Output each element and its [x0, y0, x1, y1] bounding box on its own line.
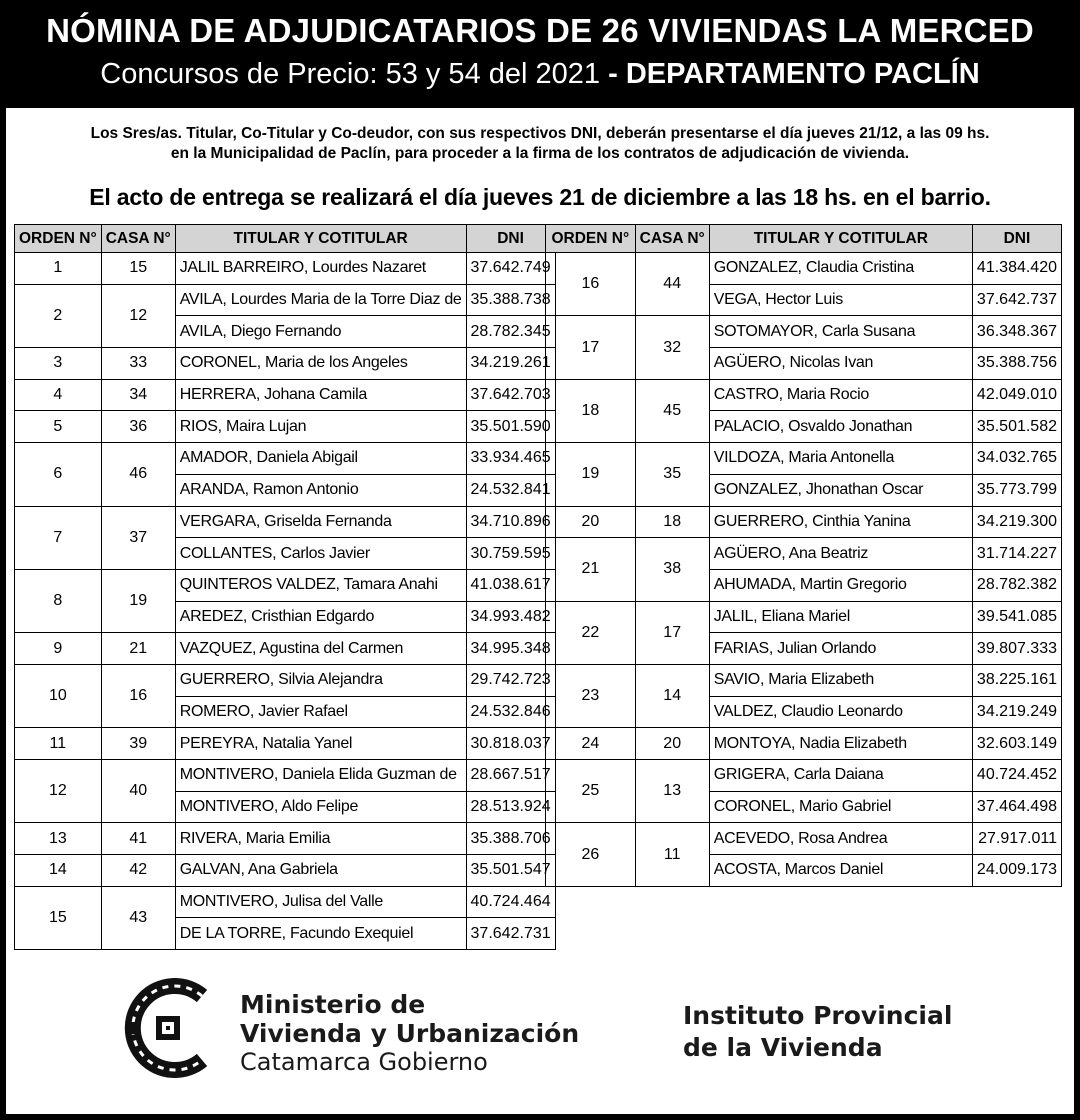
orden-cell: 7 — [15, 506, 102, 569]
dni-cell: 32.603.149 — [972, 728, 1061, 760]
casa-cell: 14 — [635, 664, 709, 727]
notice-line-2: en la Municipalidad de Paclín, para proceder a la firma de los contratos de adjudicación de vivienda. — [170, 145, 910, 162]
dni-cell: 35.501.547 — [466, 855, 555, 887]
titular-name-cell: ACEVEDO, Rosa Andrea — [709, 823, 972, 855]
dni-cell: 28.667.517 — [466, 760, 555, 792]
titular-name-cell: FARIAS, Julian Orlando — [709, 633, 972, 665]
orden-cell: 23 — [546, 664, 636, 727]
dni-cell: 37.642.703 — [466, 379, 555, 411]
table-row — [15, 443, 556, 475]
table-row — [15, 633, 556, 665]
titular-name-cell: CORONEL, Mario Gabriel — [709, 791, 972, 823]
header-banner — [0, 0, 1080, 108]
dni-cell: 35.501.582 — [972, 411, 1061, 443]
titular-name-cell: GUERRERO, Silvia Alejandra — [175, 664, 466, 696]
casa-cell: 12 — [101, 284, 175, 347]
titular-name-cell: GUERRERO, Cinthia Yanina — [709, 506, 972, 538]
titular-name-cell: VILDOZA, Maria Antonella — [709, 443, 972, 475]
titular-name-cell: GALVAN, Ana Gabriela — [175, 855, 466, 887]
col-header-titular: TITULAR Y COTITULAR — [175, 225, 466, 253]
orden-cell: 26 — [546, 823, 636, 886]
dni-cell: 24.532.841 — [466, 474, 555, 506]
table-row — [15, 348, 556, 380]
casa-cell: 19 — [101, 569, 175, 632]
ministry-line-3: Catamarca Gobierno — [240, 1048, 488, 1076]
awardees-table-left — [14, 224, 556, 950]
casa-cell: 40 — [101, 760, 175, 823]
table-row — [15, 823, 556, 855]
dni-cell: 30.818.037 — [466, 728, 555, 760]
titular-name-cell: JALIL BARREIRO, Lourdes Nazaret — [175, 253, 466, 285]
casa-cell: 20 — [635, 728, 709, 760]
casa-cell: 13 — [635, 760, 709, 823]
orden-cell: 12 — [15, 760, 102, 823]
casa-cell: 46 — [101, 443, 175, 506]
subtitle-contests: Concursos de Precio: 53 y 54 del 2021 — [100, 58, 601, 90]
dni-cell: 24.532.846 — [466, 696, 555, 728]
titular-name-cell: COLLANTES, Carlos Javier — [175, 538, 466, 570]
titular-name-cell: JALIL, Eliana Mariel — [709, 601, 972, 633]
dni-cell: 38.225.161 — [972, 664, 1061, 696]
casa-cell: 11 — [635, 823, 709, 886]
orden-cell: 1 — [15, 253, 102, 285]
titular-name-cell: RIVERA, Maria Emilia — [175, 823, 466, 855]
col-header-casa: CASA N° — [101, 225, 175, 253]
table-row — [546, 823, 1062, 855]
titular-name-cell: AGÜERO, Nicolas Ivan — [709, 348, 972, 380]
dni-cell: 39.807.333 — [972, 633, 1061, 665]
dni-cell: 28.782.345 — [466, 316, 555, 348]
casa-cell: 35 — [635, 443, 709, 506]
casa-cell: 17 — [635, 601, 709, 664]
table-row — [15, 886, 556, 918]
col-header-dni: DNI — [972, 225, 1061, 253]
titular-name-cell: QUINTEROS VALDEZ, Tamara Anahi — [175, 569, 466, 601]
titular-name-cell: DE LA TORRE, Facundo Exequiel — [175, 918, 466, 950]
casa-cell: 32 — [635, 316, 709, 379]
dni-cell: 35.388.756 — [972, 348, 1061, 380]
page-subtitle — [0, 58, 1080, 91]
institute-line-2: de la Vivienda — [683, 1033, 883, 1062]
dni-cell: 35.773.799 — [972, 474, 1061, 506]
dni-cell: 36.348.367 — [972, 316, 1061, 348]
ministry-line-1: Ministerio de — [240, 990, 426, 1019]
casa-cell: 36 — [101, 411, 175, 443]
delivery-act-announcement: El acto de entrega se realizará el día jueves 21 de diciembre a las 18 hs. en el barrio. — [89, 184, 991, 210]
notice-line-1: Los Sres/as. Titular, Co-Titular y Co-deudor, con sus respectivos DNI, deberán presentarse el día jueves 21/12, a las 09 hs. — [90, 125, 990, 142]
table-row — [15, 379, 556, 411]
dni-cell: 37.642.737 — [972, 284, 1061, 316]
col-header-orden: ORDEN N° — [546, 225, 636, 253]
dni-cell: 24.009.173 — [972, 855, 1061, 887]
dni-cell: 34.219.300 — [972, 506, 1061, 538]
orden-cell: 8 — [15, 569, 102, 632]
titular-name-cell: AMADOR, Daniela Abigail — [175, 443, 466, 475]
casa-cell: 41 — [101, 823, 175, 855]
titular-name-cell: GONZALEZ, Claudia Cristina — [709, 253, 972, 285]
dni-cell: 41.038.617 — [466, 569, 555, 601]
table-row — [15, 411, 556, 443]
orden-cell: 9 — [15, 633, 102, 665]
dni-cell: 34.710.896 — [466, 506, 555, 538]
titular-name-cell: MONTOYA, Nadia Elizabeth — [709, 728, 972, 760]
casa-cell: 37 — [101, 506, 175, 569]
dni-cell: 41.384.420 — [972, 253, 1061, 285]
titular-name-cell: AGÜERO, Ana Beatriz — [709, 538, 972, 570]
dni-cell: 34.993.482 — [466, 601, 555, 633]
titular-name-cell: ACOSTA, Marcos Daniel — [709, 855, 972, 887]
casa-cell: 38 — [635, 538, 709, 601]
titular-name-cell: VERGARA, Griselda Fernanda — [175, 506, 466, 538]
titular-name-cell: CASTRO, Maria Rocio — [709, 379, 972, 411]
titular-name-cell: AVILA, Diego Fernando — [175, 316, 466, 348]
orden-cell: 18 — [546, 379, 636, 442]
dni-cell: 30.759.595 — [466, 538, 555, 570]
titular-name-cell: SAVIO, Maria Elizabeth — [709, 664, 972, 696]
dni-cell: 39.541.085 — [972, 601, 1061, 633]
orden-cell: 13 — [15, 823, 102, 855]
table-row — [15, 253, 556, 285]
titular-name-cell: RIOS, Maira Lujan — [175, 411, 466, 443]
casa-cell: 18 — [635, 506, 709, 538]
dni-cell: 31.714.227 — [972, 538, 1061, 570]
titular-name-cell: ROMERO, Javier Rafael — [175, 696, 466, 728]
table-row — [546, 728, 1062, 760]
dni-cell: 33.934.465 — [466, 443, 555, 475]
orden-cell: 2 — [15, 284, 102, 347]
casa-cell: 39 — [101, 728, 175, 760]
col-header-casa: CASA N° — [635, 225, 709, 253]
table-row — [15, 760, 556, 792]
table-row — [546, 538, 1062, 570]
dni-cell: 34.032.765 — [972, 443, 1061, 475]
page-title: NÓMINA DE ADJUDICATARIOS DE 26 VIVIENDAS LA MERCED — [46, 12, 1034, 49]
dni-cell: 35.388.738 — [466, 284, 555, 316]
col-header-titular: TITULAR Y COTITULAR — [709, 225, 972, 253]
titular-name-cell: CORONEL, Maria de los Angeles — [175, 348, 466, 380]
table-row — [15, 855, 556, 887]
table-row — [15, 506, 556, 538]
table-row — [546, 253, 1062, 285]
table-row — [546, 443, 1062, 475]
titular-name-cell: MONTIVERO, Daniela Elida Guzman de — [175, 760, 466, 792]
table-row — [546, 760, 1062, 792]
notice-paragraph — [20, 124, 1060, 164]
table-row — [546, 379, 1062, 411]
orden-cell: 5 — [15, 411, 102, 443]
titular-name-cell: MONTIVERO, Aldo Felipe — [175, 791, 466, 823]
titular-name-cell: AVILA, Lourdes Maria de la Torre Diaz de — [175, 284, 466, 316]
titular-name-cell: GRIGERA, Carla Daiana — [709, 760, 972, 792]
dni-cell: 34.219.249 — [972, 696, 1061, 728]
dni-cell: 37.642.749 — [466, 253, 555, 285]
dni-cell: 34.219.261 — [466, 348, 555, 380]
titular-name-cell: AHUMADA, Martin Gregorio — [709, 569, 972, 601]
casa-cell: 44 — [635, 253, 709, 316]
dni-cell: 27.917.011 — [972, 823, 1061, 855]
orden-cell: 21 — [546, 538, 636, 601]
orden-cell: 14 — [15, 855, 102, 887]
dni-cell: 28.513.924 — [466, 791, 555, 823]
dni-cell: 35.501.590 — [466, 411, 555, 443]
orden-cell: 22 — [546, 601, 636, 664]
institute-line-1: Instituto Provincial — [683, 1001, 953, 1030]
casa-cell: 43 — [101, 886, 175, 949]
table-row — [15, 664, 556, 696]
orden-cell: 11 — [15, 728, 102, 760]
casa-cell: 45 — [635, 379, 709, 442]
orden-cell: 24 — [546, 728, 636, 760]
titular-name-cell: VALDEZ, Claudio Leonardo — [709, 696, 972, 728]
dni-cell: 37.464.498 — [972, 791, 1061, 823]
titular-name-cell: VEGA, Hector Luis — [709, 284, 972, 316]
awardees-table-right — [545, 224, 1062, 887]
table-row — [15, 728, 556, 760]
casa-cell: 33 — [101, 348, 175, 380]
titular-name-cell: ARANDA, Ramon Antonio — [175, 474, 466, 506]
catamarca-c-logo-icon — [122, 978, 222, 1078]
casa-cell: 42 — [101, 855, 175, 887]
dni-cell: 29.742.723 — [466, 664, 555, 696]
ministry-wordmark — [240, 990, 579, 1077]
orden-cell: 17 — [546, 316, 636, 379]
ministry-line-2: Vivienda y Urbanización — [240, 1019, 580, 1048]
orden-cell: 19 — [546, 443, 636, 506]
orden-cell: 20 — [546, 506, 636, 538]
dni-cell: 34.995.348 — [466, 633, 555, 665]
dni-cell: 28.782.382 — [972, 569, 1061, 601]
table-row — [15, 284, 556, 316]
table-row — [15, 569, 556, 601]
casa-cell: 15 — [101, 253, 175, 285]
casa-cell: 34 — [101, 379, 175, 411]
dni-cell: 35.388.706 — [466, 823, 555, 855]
dni-cell: 40.724.464 — [466, 886, 555, 918]
titular-name-cell: GONZALEZ, Jhonathan Oscar — [709, 474, 972, 506]
table-row — [546, 506, 1062, 538]
orden-cell: 10 — [15, 664, 102, 727]
col-header-dni: DNI — [466, 225, 555, 253]
titular-name-cell: PEREYRA, Natalia Yanel — [175, 728, 466, 760]
casa-cell: 21 — [101, 633, 175, 665]
titular-name-cell: HERRERA, Johana Camila — [175, 379, 466, 411]
titular-name-cell: AREDEZ, Cristhian Edgardo — [175, 601, 466, 633]
subtitle-separator: - — [600, 58, 626, 90]
titular-name-cell: VAZQUEZ, Agustina del Carmen — [175, 633, 466, 665]
institute-wordmark — [683, 1000, 952, 1064]
dni-cell: 40.724.452 — [972, 760, 1061, 792]
dni-cell: 42.049.010 — [972, 379, 1061, 411]
orden-cell: 3 — [15, 348, 102, 380]
orden-cell: 16 — [546, 253, 636, 316]
titular-name-cell: MONTIVERO, Julisa del Valle — [175, 886, 466, 918]
titular-name-cell: SOTOMAYOR, Carla Susana — [709, 316, 972, 348]
titular-name-cell: PALACIO, Osvaldo Jonathan — [709, 411, 972, 443]
orden-cell: 4 — [15, 379, 102, 411]
orden-cell: 6 — [15, 443, 102, 506]
orden-cell: 15 — [15, 886, 102, 949]
table-row — [546, 316, 1062, 348]
col-header-orden: ORDEN N° — [15, 225, 102, 253]
dni-cell: 37.642.731 — [466, 918, 555, 950]
table-row — [546, 664, 1062, 696]
orden-cell: 25 — [546, 760, 636, 823]
subtitle-department: DEPARTAMENTO PACLÍN — [625, 58, 980, 90]
table-row — [546, 601, 1062, 633]
casa-cell: 16 — [101, 664, 175, 727]
